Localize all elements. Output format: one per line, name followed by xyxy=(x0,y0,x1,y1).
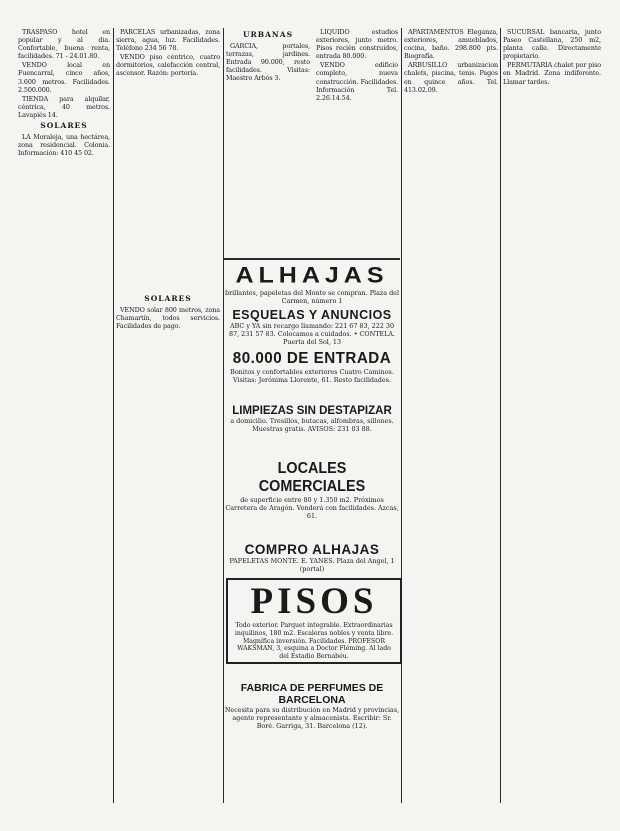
classified-ad: PARCELAS urbanizadas, zona sierra, agua, luz. Facilidades. Teléfono 234 56 78. xyxy=(116,28,220,53)
classified-column-1 xyxy=(18,28,110,798)
classified-ad: VENDO solar 800 metros, zona Chamartín, todos servicios. Facilidades de pago. xyxy=(116,306,220,331)
classified-column-2-lower xyxy=(116,292,220,800)
classified-ad: LIQUIDO estudios exteriores, junto metro. Pisos recién construidos, entrada 80.000. xyxy=(316,28,398,61)
ad-title: LIMPIEZAS SIN DESTAPIZAR xyxy=(232,405,392,417)
ad-text: ABC y YA sin recargo llamando: 221 67 83, 222 30 87, 231 57 83. Colocamos a cuidados. • CONTELA. Puerta del Sol, 13 xyxy=(228,322,396,346)
section-heading: SOLARES xyxy=(144,294,192,303)
ad-text: Todo exterior. Parquet integrable. Extraordinarias inquilinos, 180 m2. Escaleras nobles y venta libre. Magnífica inversión. Facilidades. PROFESOR WAKSMAN, 3, esquina a Doctor Fléming. Al lado del Estadio Bernabéu. xyxy=(234,622,394,661)
classified-ad: LA Moraleja, una hectárea, zona residencial. Colonia. Información: 410 45 02. xyxy=(18,133,110,158)
ad-text: de superficie entre 80 y 1.350 m2. Próximos Carretera de Aragón. Venderá con facilidades. Azcas, 61. xyxy=(225,496,399,520)
classified-ad: PERMUTARIA chalet por piso en Madrid. Zona indiferente. Llamar tardes. xyxy=(503,61,601,86)
column-rule xyxy=(113,28,114,803)
section-rule xyxy=(224,258,400,260)
classified-column-3 xyxy=(226,28,310,293)
ad-compro-alhajas xyxy=(224,542,400,573)
classified-ad: APARTAMENTOS Eleganza, exteriores, amueblados, cocina, baño. 298.800 pts. Biografía. xyxy=(404,28,498,61)
classified-column-5 xyxy=(404,28,498,808)
ad-title: PISOS xyxy=(250,581,378,622)
ad-title: ESQUELAS Y ANUNCIOS xyxy=(232,308,392,322)
classified-ad: VENDO piso céntrico, cuatro dormitorios, calefacción central, ascensor. Razón: portería. xyxy=(116,53,220,78)
ad-pisos xyxy=(226,578,402,664)
classified-column-2 xyxy=(116,28,220,293)
column-rule xyxy=(401,28,402,803)
classified-ad: TIENDA para alquilar, céntrica, 40 metros. Lavapiés 14. xyxy=(18,94,110,119)
ad-text: brillantes, papeletas del Monte se compran. Plaza del Carmen, número 1 xyxy=(224,289,399,305)
ad-text: PAPELETAS MONTE. E. YANES. Plaza del Angel, 1 (portal) xyxy=(229,557,395,573)
classified-column-4 xyxy=(316,28,398,293)
ad-title: FABRICA DE PERFUMES DE BARCELONA xyxy=(240,682,384,706)
classified-ad: ARBUSILLO urbanizacion chalets, piscina, tenis. Pagos en quince años. Tel. 413.02.09. xyxy=(404,61,498,94)
ad-title: 80.000 DE ENTRADA xyxy=(232,350,392,367)
classified-ad: SUCURSAL bancaria, junto Paseo Castellana, 250 m2, planta calle. Directamente propietario. xyxy=(503,28,601,61)
ad-text: Bonitos y confortables exteriores Cuatro Caminos. Visitas: Jerónima Llorente, 61. Resto facilidades. xyxy=(230,368,394,384)
ad-perfumes xyxy=(224,682,400,730)
ad-locales xyxy=(224,460,400,520)
section-heading: SOLARES xyxy=(40,121,88,131)
ad-title: ALHAJAS xyxy=(235,262,389,288)
ad-title: LOCALES COMERCIALES xyxy=(258,460,366,495)
ad-limpiezas xyxy=(224,405,400,433)
ad-esquelas xyxy=(224,308,400,346)
column-rule xyxy=(500,28,501,803)
ad-title: COMPRO ALHAJAS xyxy=(244,542,380,557)
classified-ad: GARCIA, portales, terrazas, jardines. Entrada 90.000, resto facilidades. Visitas: Maestro Arbós 3. xyxy=(226,42,310,83)
classified-ad: TRASPASO hotel en popular y al dia. Confortable, buena renta, facilidades. 71 - 24.01.80. xyxy=(18,28,110,61)
classified-ad: VENDO edificio completo, nueva construcción. Facilidades. Información Tel. 2.26.14.54. xyxy=(316,61,398,102)
classified-ad: VENDO local en Fuencarral, cinco años, 3.600 metros. Facilidades. 2.500.000. xyxy=(18,61,110,94)
section-heading: URBANAS xyxy=(242,30,294,39)
ad-text: a domicilio. Tresillos, butacas, alfombras, sillones. Muestras gratis. AVISOS: 231 03 88. xyxy=(230,417,394,433)
ad-text: Necesita para su distribución en Madrid y provincias, agente representante y almacenista. Escribir: Sr. Boré. Garriga, 31. Barcelona (12). xyxy=(224,706,400,730)
ad-alhajas xyxy=(224,262,400,305)
ad-entrada xyxy=(224,350,400,384)
classified-column-6 xyxy=(503,28,601,808)
